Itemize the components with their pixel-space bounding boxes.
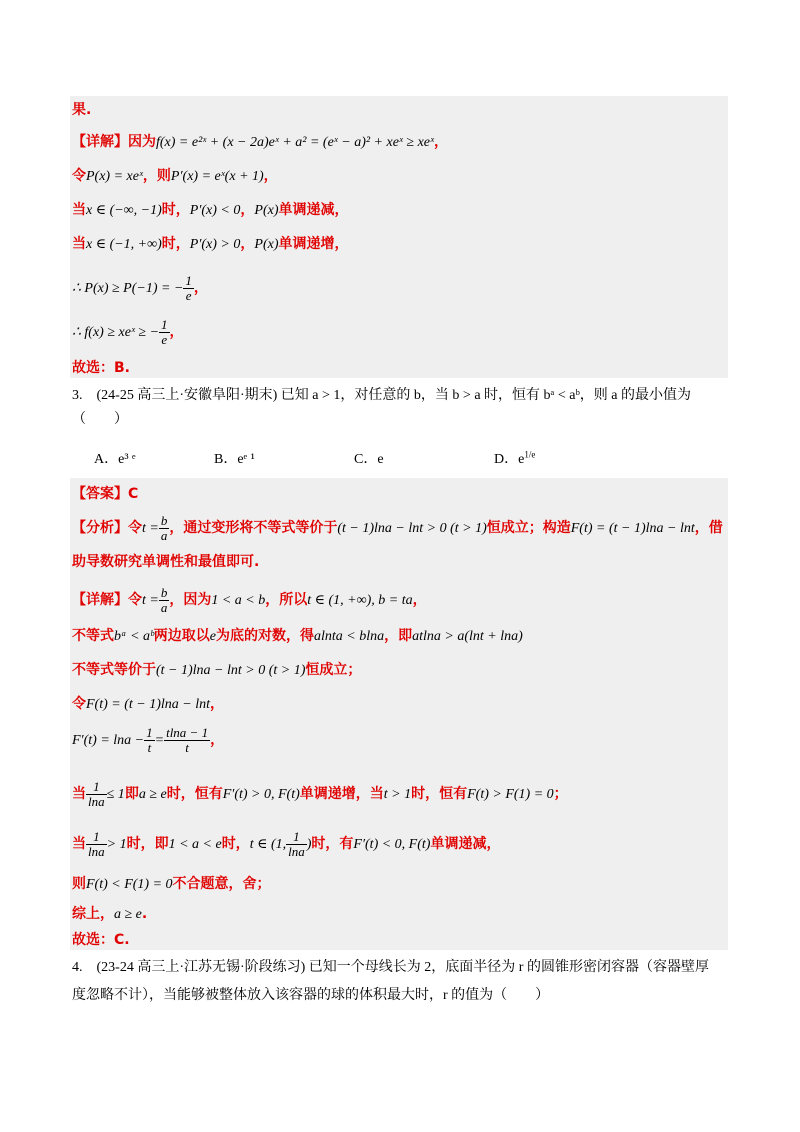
d2-text2: 两边取以 [153, 628, 210, 644]
d7-math3b: ) [306, 837, 312, 852]
d2-math3: alnta < blna [314, 629, 385, 644]
q3-option-b: B．eᵉ ¹ [214, 452, 255, 467]
d8-text: 则 [72, 876, 86, 892]
d6-text: 当 [72, 786, 86, 802]
fraction-1-over-e: $\frac{1}{e}$ [185, 272, 192, 303]
d6-math2: a ≥ e [138, 787, 167, 802]
prev-l2-text2: ，则 [142, 168, 171, 184]
q4-line-2: 度忽略不计），当能够被整体放入该容器的球的体积最大时，r 的值为（ ） [72, 988, 550, 1003]
detail-line-3 [72, 660, 361, 681]
d2-text: 不等式 [72, 628, 114, 644]
d3-text: 不等式等价于 [72, 662, 156, 678]
q3-option-d-sup: 1/e [524, 449, 536, 460]
prev-l3-math3: P(x) [254, 203, 279, 218]
prev-l4-comma: ， [240, 236, 255, 252]
prev-l5-math: ∴ P(x) ≥ P(−1) = − [72, 281, 184, 296]
d6-math5: F(t) > F(1) = 0 [467, 787, 554, 802]
d6-math3: F′(t) > 0, F(t) [222, 787, 300, 802]
prev-l4-math1: x ∈ (−1, +∞) [86, 237, 162, 252]
d2-text4: ，即 [384, 628, 413, 644]
detail-tag-2: 【详解】 [72, 592, 128, 608]
prev-l4-text3: 单调递增， [278, 236, 349, 252]
prev-l4-text2: 时， [161, 236, 190, 252]
d8-text2: 不合题意，舍； [172, 876, 271, 892]
prev-l3-comma: ， [240, 202, 255, 218]
fraction-1-over-lna-2: $\frac{1}{\ln a}$ [88, 828, 105, 859]
detail-line-2 [72, 626, 523, 647]
analysis-line-2: 助导数研究单调性和最值即可. [72, 554, 260, 570]
prev-line-0: 果. [72, 102, 92, 118]
q3-option-a: A．e³ ᵉ [94, 452, 136, 467]
prev-line-7: 故选：B. [72, 360, 130, 376]
analysis-line-1 [72, 510, 723, 547]
d9-math: a ≥ e [114, 907, 142, 922]
q3-paren: （ ） [72, 412, 128, 427]
d4-math: F(t) = (t − 1)lna − lnt [86, 697, 210, 712]
q3-stem: 3. (24-25 高三上·安徽阜阳·期末) 已知 a > 1，对任意的 b，当 b > a 时，恒有 bᵃ < aᵇ，则 a 的最小值为 [72, 388, 692, 403]
d7-math3: t ∈ (1, [249, 837, 287, 852]
d6-text4: 单调递增，当 [299, 786, 384, 802]
d1-math3: t ∈ (1, +∞), b = ta [307, 593, 413, 608]
prev-l3-text2: 时， [161, 202, 190, 218]
d6-math1: ≤ 1 [106, 787, 125, 802]
detail-line-1 [72, 582, 427, 619]
prev-l3-math2: P′(x) < 0 [189, 203, 241, 218]
prev-l1-text: 因为 [128, 134, 156, 150]
d7-math4: F′(t) < 0, F(t) [353, 837, 431, 852]
answer-line [72, 484, 138, 504]
d8-math: F(t) < F(1) = 0 [86, 877, 173, 892]
d9-end: . [141, 906, 148, 922]
fraction-1-over-e-2: $\frac{1}{e}$ [161, 316, 168, 347]
d7-text3: 时， [221, 836, 250, 852]
d5-eq: = [154, 733, 165, 748]
a1-text4: ，借 [694, 520, 723, 536]
d3-text2: 恒成立； [305, 662, 362, 678]
d7-math2: 1 < a < e [168, 837, 222, 852]
d1-math: t = [142, 593, 159, 608]
a1-text: 令 [128, 520, 142, 536]
d3-math: (t − 1)lna − lnt > 0 (t > 1) [156, 663, 306, 678]
detail-line-5 [72, 722, 224, 759]
d2-math1: bᵃ < aᵇ [114, 629, 154, 644]
prev-l3-text: 当 [72, 202, 86, 218]
detail-line-4 [72, 694, 224, 715]
prev-line-1 [72, 132, 448, 153]
prev-line-6 [72, 314, 184, 351]
fraction-1-over-lna-3: $\frac{1}{\ln a}$ [288, 828, 305, 859]
d2-math4: atlna > a(lnt + lna) [412, 629, 523, 644]
prev-l3-math1: x ∈ (−∞, −1) [86, 203, 162, 218]
d2-math2: e [209, 629, 217, 644]
prev-l6-end: ， [169, 324, 184, 340]
a1-math: t = [142, 521, 159, 536]
prev-l4-text: 当 [72, 236, 86, 252]
prev-l4-math3: P(x) [254, 237, 279, 252]
detail-line-9 [72, 904, 147, 925]
d6-end: ； [553, 786, 568, 802]
d7-text5: 单调递减， [430, 836, 501, 852]
fraction-1-over-lna: $\frac{1}{\ln a}$ [88, 778, 105, 809]
d7-text2: 时，即 [126, 836, 169, 852]
d1-end: ， [412, 592, 427, 608]
detail-line-6 [72, 776, 568, 813]
a1-text3: 恒成立；构造 [486, 520, 571, 536]
prev-l2-text: 令 [72, 168, 86, 184]
q3-option-d [494, 448, 535, 468]
d7-math1: > 1 [106, 837, 127, 852]
d7-text4: 时，有 [311, 836, 354, 852]
fraction-b-over-a-2: $\frac{b}{a}$ [160, 584, 168, 615]
prev-l1-math: f(x) = e²ˣ + (x − 2a)eˣ + a² = (eˣ − a)² + xeˣ ≥ xeˣ [156, 135, 434, 150]
d7-text: 当 [72, 836, 86, 852]
a1-math3: F(t) = (t − 1)lna − lnt [570, 521, 695, 536]
d6-math4: t > 1 [383, 787, 412, 802]
detail-line-10: 故选：C. [72, 932, 130, 948]
prev-line-3 [72, 200, 348, 221]
a1-math2: (t − 1)lna − lnt > 0 (t > 1) [337, 521, 487, 536]
prev-line-5 [72, 270, 208, 307]
prev-l2-math1: P(x) = xeˣ [86, 169, 143, 184]
detail-tag: 【详解】 [72, 134, 128, 150]
prev-line-4 [72, 234, 348, 255]
prev-l2-end: ， [263, 168, 278, 184]
d1-text2: ，因为 [169, 592, 212, 608]
a1-text2: ，通过变形将不等式等价于 [169, 520, 338, 536]
d4-text: 令 [72, 696, 86, 712]
prev-l1-end: ， [433, 134, 448, 150]
d6-text5: 时，恒有 [411, 786, 468, 802]
detail-line-7 [72, 826, 500, 863]
d6-text2: 即 [124, 786, 139, 802]
q3-option-c: C．e [354, 452, 384, 467]
d9-text: 综上， [72, 906, 114, 922]
d5-math: F′(t) = lna − [72, 733, 145, 748]
prev-l2-math2: P′(x) = eˣ(x + 1) [170, 169, 264, 184]
prev-l3-text3: 单调递减， [278, 202, 349, 218]
q3-option-d-label: D．e [494, 452, 525, 467]
prev-l6-math: ∴ f(x) ≥ xeˣ ≥ − [72, 325, 160, 340]
answer-tag: 【答案】 [72, 486, 128, 502]
prev-line-2 [72, 166, 278, 187]
d1-text: 令 [128, 592, 142, 608]
d1-text3: ，所以 [265, 592, 308, 608]
d5-end: ， [210, 732, 225, 748]
fraction-1-over-t: $\frac{1}{t}$ [146, 724, 153, 755]
detail-line-8 [72, 874, 271, 895]
d6-text3: 时，恒有 [166, 786, 223, 802]
fraction-b-over-a: $\frac{b}{a}$ [160, 512, 168, 543]
analysis-tag: 【分析】 [72, 520, 128, 536]
prev-l5-end: ， [193, 280, 208, 296]
fraction-tlna-over-t: $\frac{tlna - 1}{t}$ [166, 724, 209, 755]
answer-value: C [128, 486, 139, 502]
prev-l4-math2: P′(x) > 0 [189, 237, 241, 252]
d2-text3: 为底的对数，得 [216, 628, 315, 644]
d1-math2: 1 < a < b [211, 593, 266, 608]
q4-line-1: 4. (23-24 高三上·江苏无锡·阶段练习) 已知一个母线长为 2，底面半径为 r 的圆锥形密闭容器（容器壁厚 [72, 960, 709, 975]
d4-end: ， [210, 696, 224, 712]
